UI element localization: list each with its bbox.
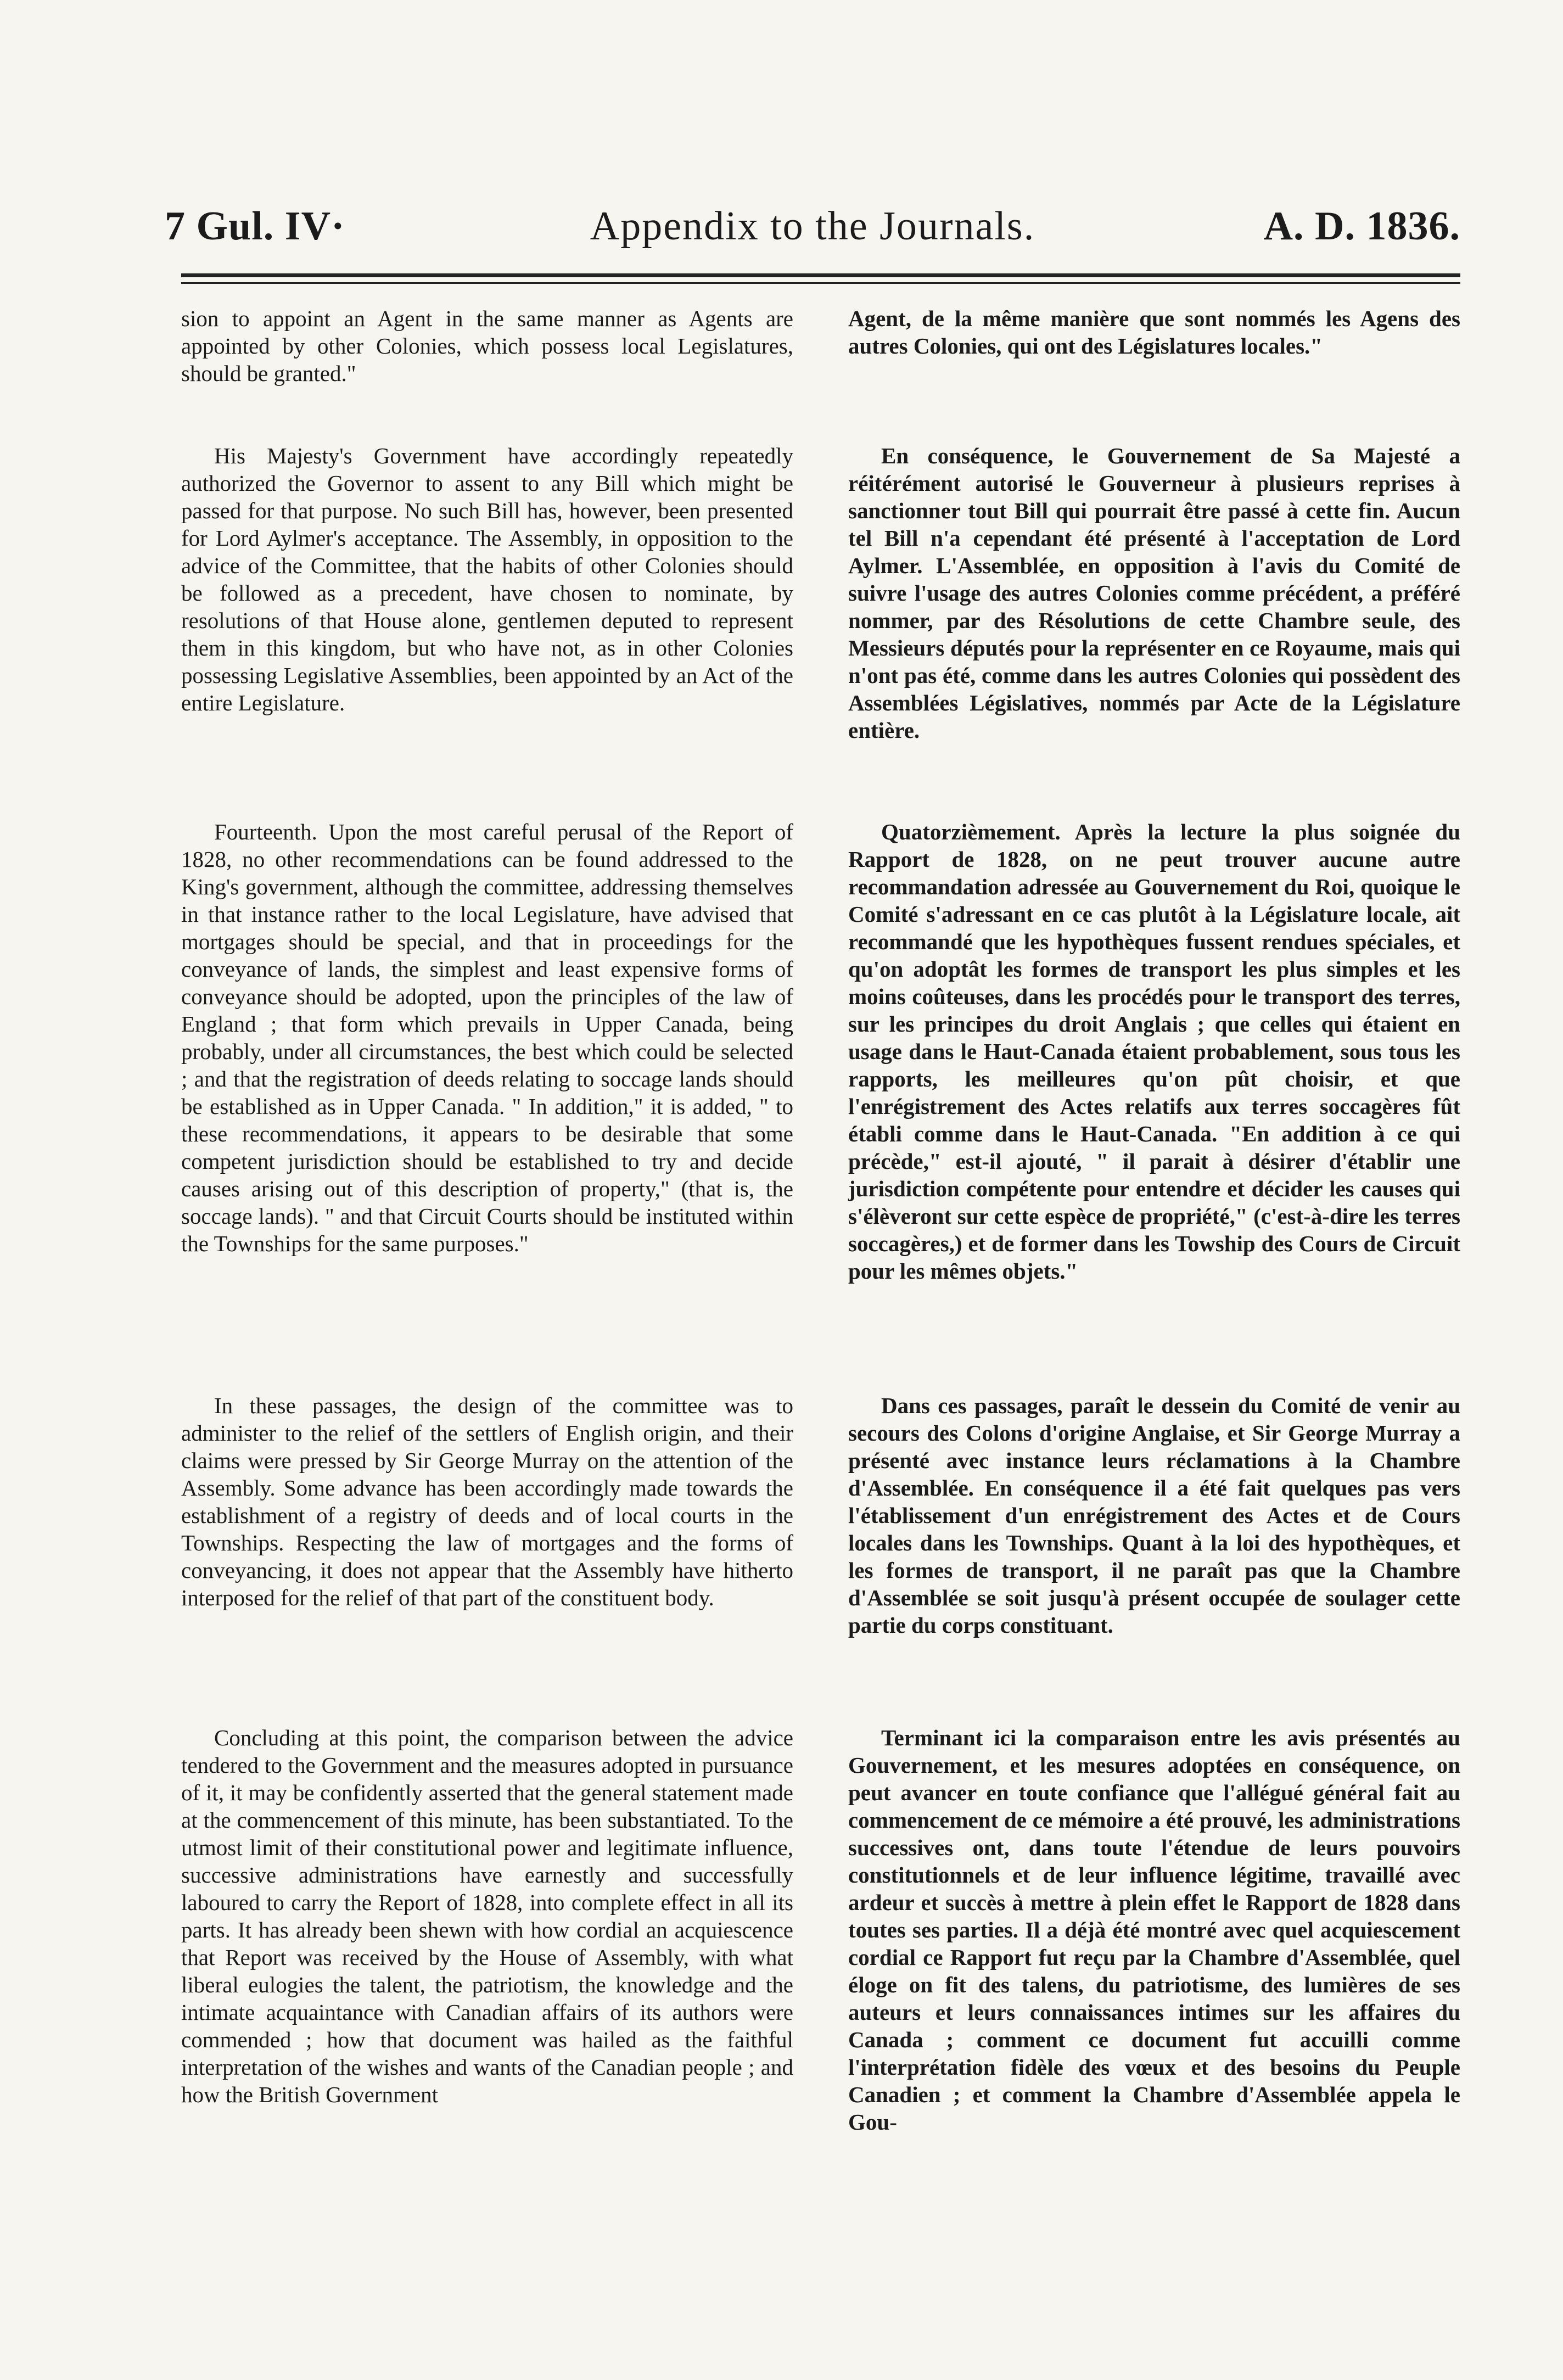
- english-paragraph: In these passages, the design of the committee was to administer to the relief of the settlers of English origin, and their claims were pressed by Sir George Murray on the attention of the Assembly. Some advance has been accordingly made towards the establishment of a registry of deeds and of local courts in the Townships. Respecting the law of mortgages and the forms of conveyancing, it does not appear that the Assembly have hitherto interposed for the relief of that part of the constituent body.: [181, 1393, 793, 1610]
- year-label: A. D. 1836.: [1263, 204, 1460, 249]
- french-paragraph: Terminant ici la comparaison entre les avis présentés au Gouvernement, et les mesures adoptées en conséquence, on peut avancer en toute confiance que l'allégué général fait au commencement de ce mémoire a été prouvé, les administrations successives ont, dans toute l'étendue de leurs pouvoirs constitutionnels et de leur influence légitime, travaillé avec ardeur et succès à mettre à plein effet le Rapport de 1828 dans toutes ses parties. Il a déjà été montré avec quel acquiescement cordial ce Rapport fut reçu par la Chambre d'Assemblée, quel éloge on fit des talens, du patriotisme, des lumières de ses auteurs et leurs connaissances intimes sur les affaires du Canada ; comment ce document fut accuilli comme l'interprétation fidèle des vœux et des besoins du Peuple Canadien ; et comment la Chambre d'Assemblée appela le Gou-: [848, 1725, 1460, 2135]
- english-paragraph: sion to appoint an Agent in the same manner as Agents are appointed by other Colonies, which possess local Legislatures, should be granted.": [181, 306, 793, 386]
- header-rule-thick: [181, 273, 1460, 277]
- header-rule-thin: [181, 282, 1460, 284]
- french-paragraph: En conséquence, le Gouvernement de Sa Majesté a réitérément autorisé le Gouverneur à plusieurs reprises à sanctionner tout Bill qui pourrait être passé à cette fin. Aucun tel Bill n'a cependant été présenté à l'acceptation de Lord Aylmer. L'Assemblée, en opposition à l'avis du Comité de suivre l'usage des autres Colonies comme précédent, a préféré nommer, par des Résolutions de cette Chambre seule, des Messieurs députés pour la représenter en ce Royaume, mais qui n'ont pas été, comme dans les autres Colonies qui possèdent des Assemblées Législatives, nommés par Acte de la Législature entière.: [848, 443, 1460, 743]
- running-header: [165, 203, 1460, 264]
- english-paragraph: His Majesty's Government have accordingly repeatedly authorized the Governor to assent to any Bill which might be passed for that purpose. No such Bill has, however, been presented for Lord Aylmer's acceptance. The Assembly, in opposition to the advice of the Committee, that the habits of other Colonies should be followed as a precedent, have chosen to nominate, by resolutions of that House alone, gentlemen deputed to represent them in this kingdom, but who have not, as in other Colonies possessing Legislative Assemblies, been appointed by an Act of the entire Legislature.: [181, 443, 793, 715]
- journal-title: Appendix to the Journals.: [590, 204, 1035, 249]
- french-paragraph: Quatorzièmement. Après la lecture la plus soignée du Rapport de 1828, on ne peut trouver aucune autre recommandation adressée au Gouvernement du Roi, quoique le Comité s'adressant en ce cas plutôt à la Législature locale, ait recommandé que les hypothèques fussent rendues spéciales, et qu'on adoptât les formes de transport les plus simples et les moins coûteuses, dans les procédés pour le transport des terres, sur les principes du droit Anglais ; que celles qui étaient en usage dans le Haut-Canada étaient probablement, sous tous les rapports, les meilleures qu'on pût choisir, et que l'enrégistrement des Actes relatifs aux terres soccagères fût établi comme dans le Haut-Canada. "En addition à ce qui précède," est-il ajouté, " il parait à désirer d'établir une jurisdiction compétente pour entendre et décider les causes qui s'élèveront sur cette espèce de propriété," (c'est-à-dire les terres soccagères,) et de former dans les Towship des Cours de Circuit pour les mêmes objets.": [848, 819, 1460, 1284]
- session-label: 7 Gul. IV·: [165, 204, 345, 249]
- french-paragraph: Dans ces passages, paraît le dessein du Comité de venir au secours des Colons d'origine Anglaise, et Sir George Murray a présenté avec instance leurs réclamations à la Chambre d'Assemblée. En conséquence il a été fait quelques pas vers l'établissement d'un enrégistrement des Actes et de Cours locales dans les Townships. Quant à la loi des hypothèques, et les formes de transport, il ne paraît pas que la Chambre d'Assemblée se soit jusqu'à présent occupée de soulager cette partie du corps constituant.: [848, 1393, 1460, 1638]
- french-paragraph: Agent, de la même manière que sont nommés les Agens des autres Colonies, qui ont des Législatures locales.": [848, 306, 1460, 359]
- english-paragraph: Concluding at this point, the comparison between the advice tendered to the Government and the measures adopted in pursuance of it, it may be confidently asserted that the general statement made at the commencement of this minute, has been substantiated. To the utmost limit of their constitutional power and legitimate influence, successive administrations have earnestly and successfully laboured to carry the Report of 1828, into complete effect in all its parts. It has already been shewn with how cordial an acquiescence that Report was received by the House of Assembly, with what liberal eulogies the talent, the patriotism, the knowledge and the intimate acquaintance with Canadian affairs of its authors were commended ; how that document was hailed as the faithful interpretation of the wishes and wants of the Canadian people ; and how the British Government: [181, 1725, 793, 2107]
- english-paragraph: Fourteenth. Upon the most careful perusal of the Report of 1828, no other recommendations can be found addressed to the King's government, although the committee, addressing themselves in that instance rather to the local Legislature, have advised that mortgages should be special, and that in proceedings for the conveyance of lands, the simplest and least expensive forms of conveyance should be adopted, upon the principles of the law of England ; that form which prevails in Upper Canada, being probably, under all circumstances, the best which could be selected ; and that the registration of deeds relating to soccage lands should be established as in Upper Canada. " In addition," it is added, " to these recommendations, it appears to be desirable that some competent jurisdiction should be established to try and decide causes arising out of this description of property," (that is, the soccage lands). " and that Circuit Courts should be instituted within the Townships for the same purposes.": [181, 819, 793, 1256]
